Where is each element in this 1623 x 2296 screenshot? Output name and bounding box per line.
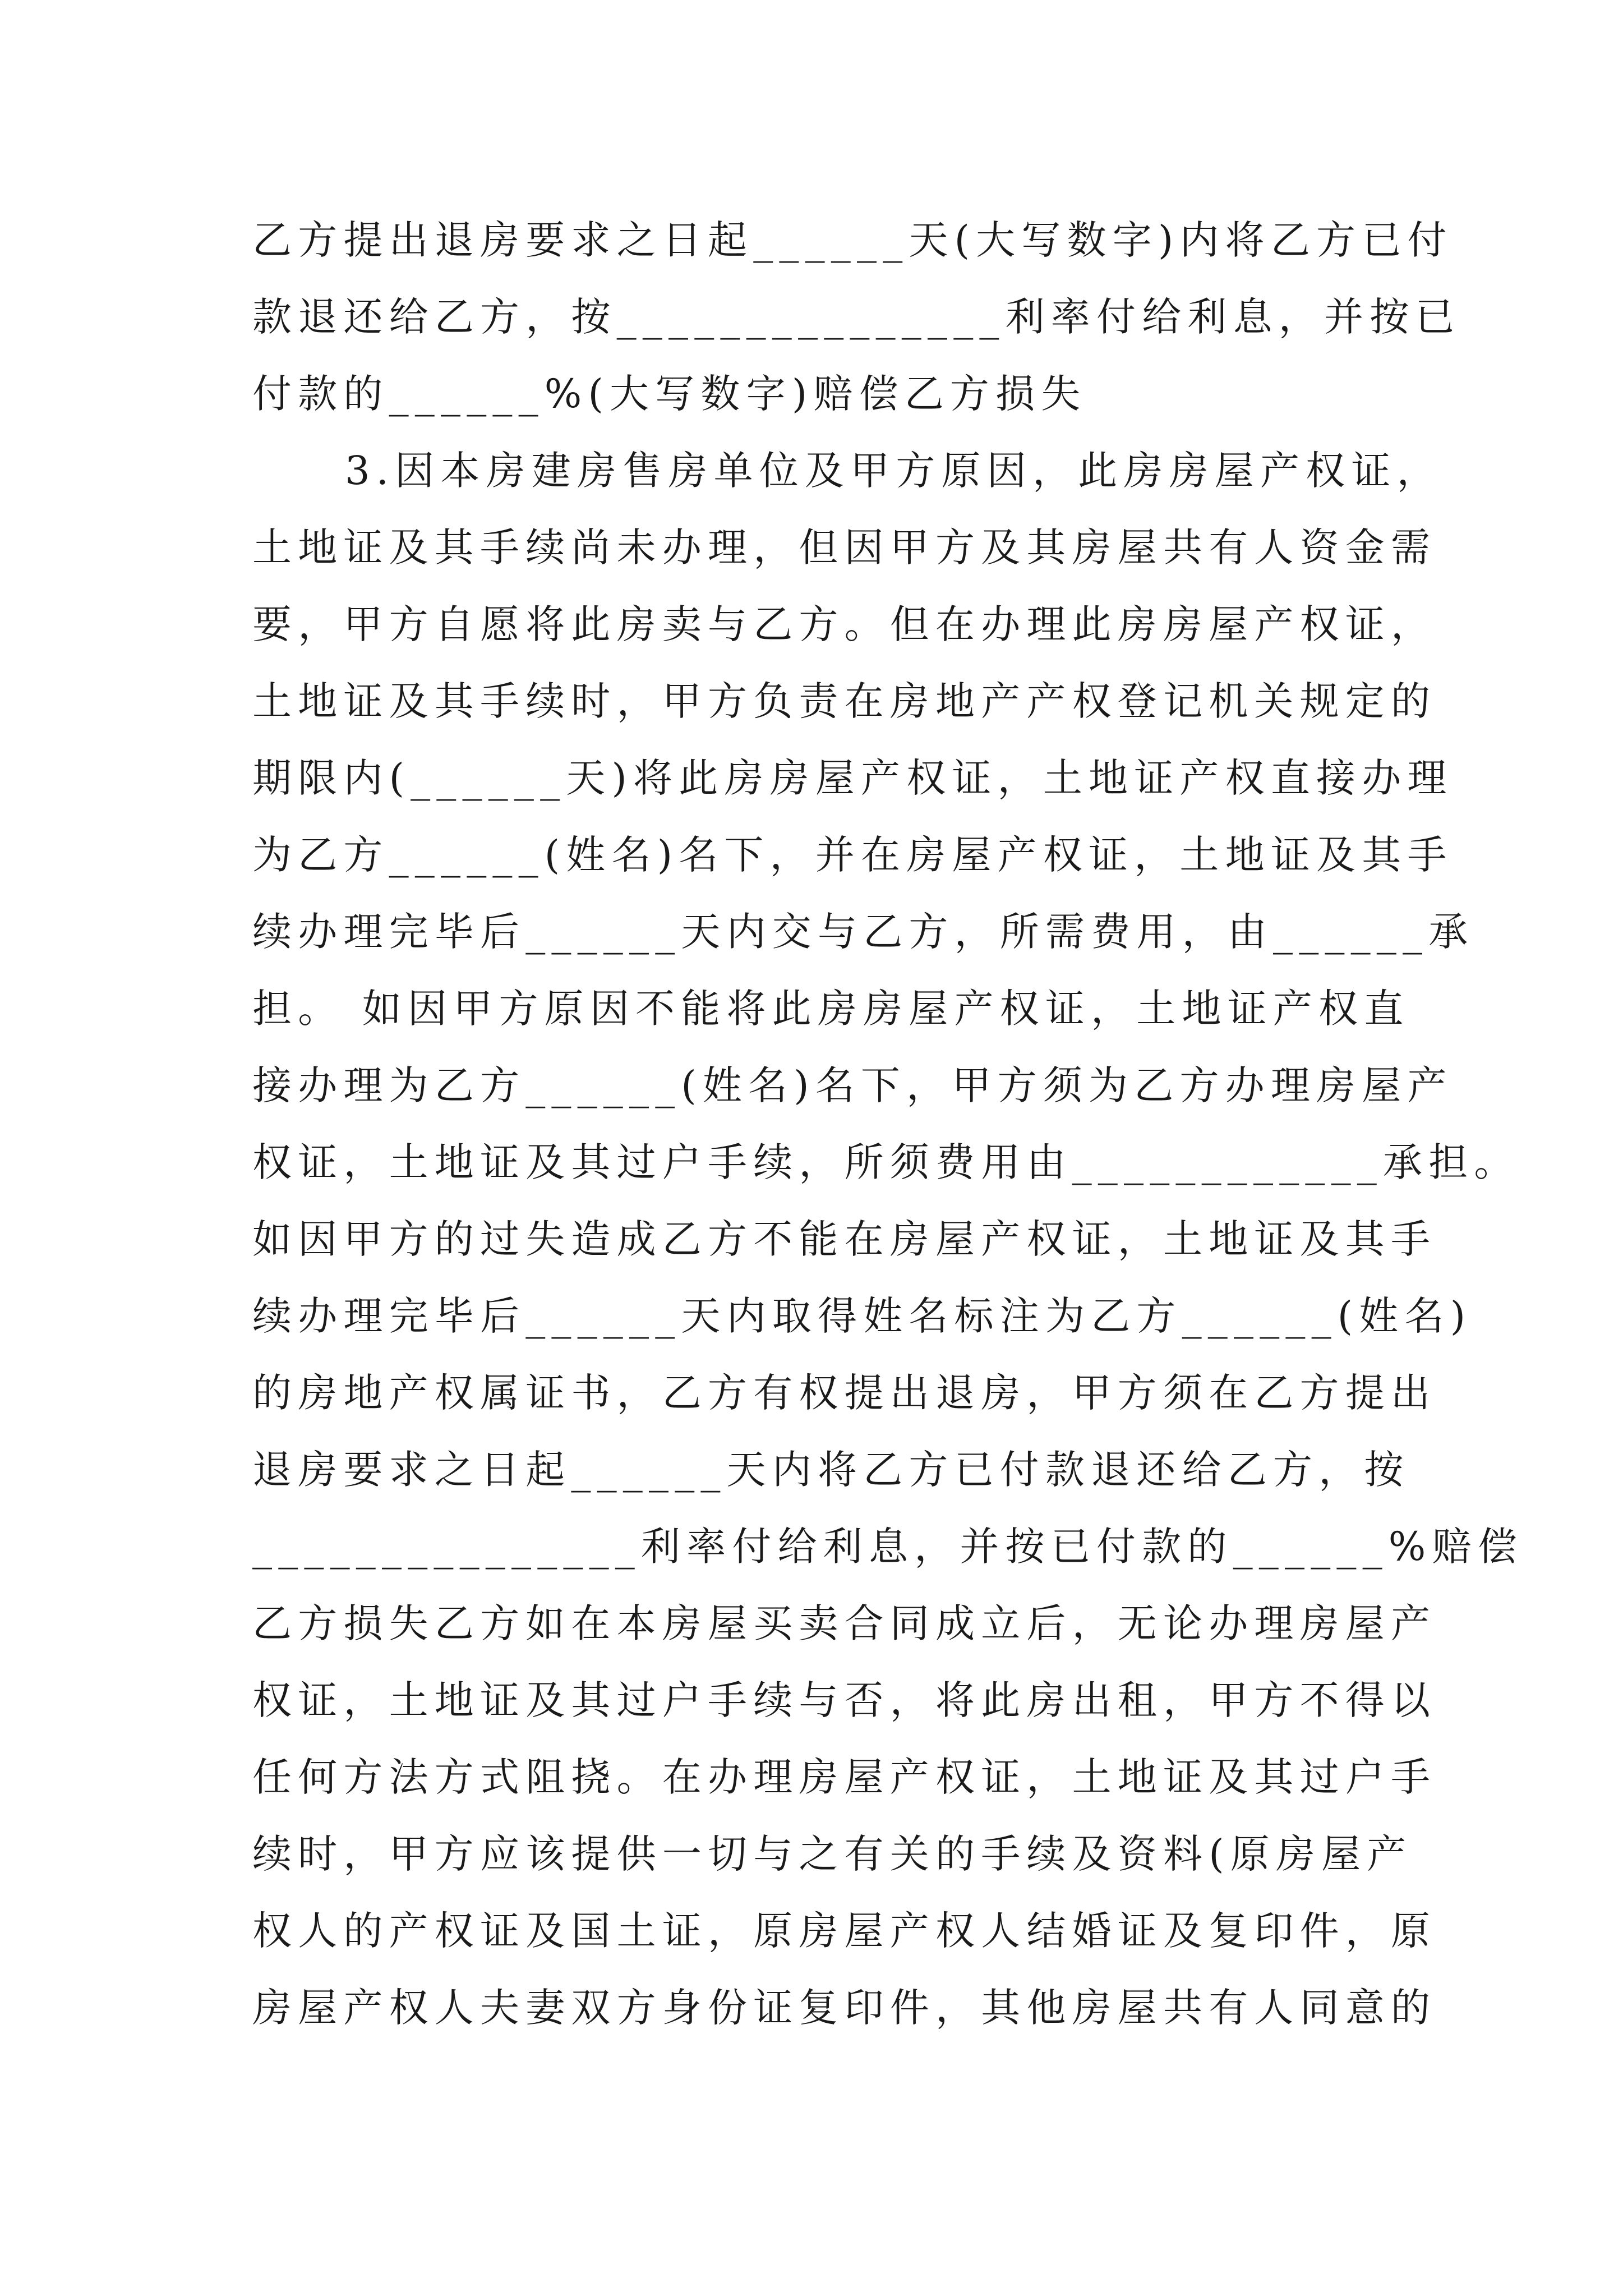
text-line: 如因甲方的过失造成乙方不能在房屋产权证，土地证及其手 [252,1216,1437,1262]
text-line: _______________利率付给利息，并按已付款的______%赔偿 [252,1524,1523,1570]
text-line: 续办理完毕后______天内取得姓名标注为乙方______(姓名) [252,1293,1472,1339]
text-line: 房屋产权人夫妻双方身份证复印件，其他房屋共有人同意的 [252,1985,1437,2031]
text-line: 任何方法方式阻挠。在办理房屋产权证，土地证及其过户手 [252,1754,1437,1800]
text-line: 权证，土地证及其过户手续与否，将此房出租，甲方不得以 [252,1677,1437,1723]
text-line: 期限内(______天)将此房房屋产权证，土地证产权直接办理 [252,755,1453,801]
text-line: 付款的______%(大写数字)赔偿乙方损失 [252,371,1087,417]
clause-3-first-line: 3.因本房建房售房单位及甲方原因，此房房屋产权证， [345,448,1442,494]
text-line: 乙方损失乙方如在本房屋买卖合同成立后，无论办理房屋产 [252,1600,1437,1646]
text-line: 要，甲方自愿将此房卖与乙方。但在办理此房房屋产权证， [252,601,1437,647]
text-line: 退房要求之日起______天内将乙方已付款退还给乙方，按 [252,1447,1410,1493]
text-line: 土地证及其手续尚未办理，但因甲方及其房屋共有人资金需 [252,524,1437,570]
text-line: 的房地产权属证书，乙方有权提出退房，甲方须在乙方提出 [252,1370,1437,1416]
text-line: 权人的产权证及国土证，原房屋产权人结婚证及复印件，原 [252,1908,1437,1954]
text-line: 担。 如因甲方原因不能将此房房屋产权证，土地证产权直 [252,986,1410,1032]
text-line: 款退还给乙方，按_______________利率付给利息，并按已 [252,294,1461,340]
text-line: 续办理完毕后______天内交与乙方，所需费用，由______承 [252,909,1474,955]
text-line: 土地证及其手续时，甲方负责在房地产产权登记机关规定的 [252,678,1437,724]
text-line: 乙方提出退房要求之日起______天(大写数字)内将乙方已付 [252,217,1453,263]
text-line: 为乙方______(姓名)名下，并在房屋产权证，土地证及其手 [252,832,1453,878]
text-line: 权证，土地证及其过户手续，所须费用由____________承担。 [252,1139,1520,1185]
text-line: 接办理为乙方______(姓名)名下，甲方须为乙方办理房屋产 [252,1062,1453,1108]
text-line: 续时，甲方应该提供一切与之有关的手续及资料(原房屋产 [252,1831,1413,1877]
contract-body-text [252,202,1523,2046]
